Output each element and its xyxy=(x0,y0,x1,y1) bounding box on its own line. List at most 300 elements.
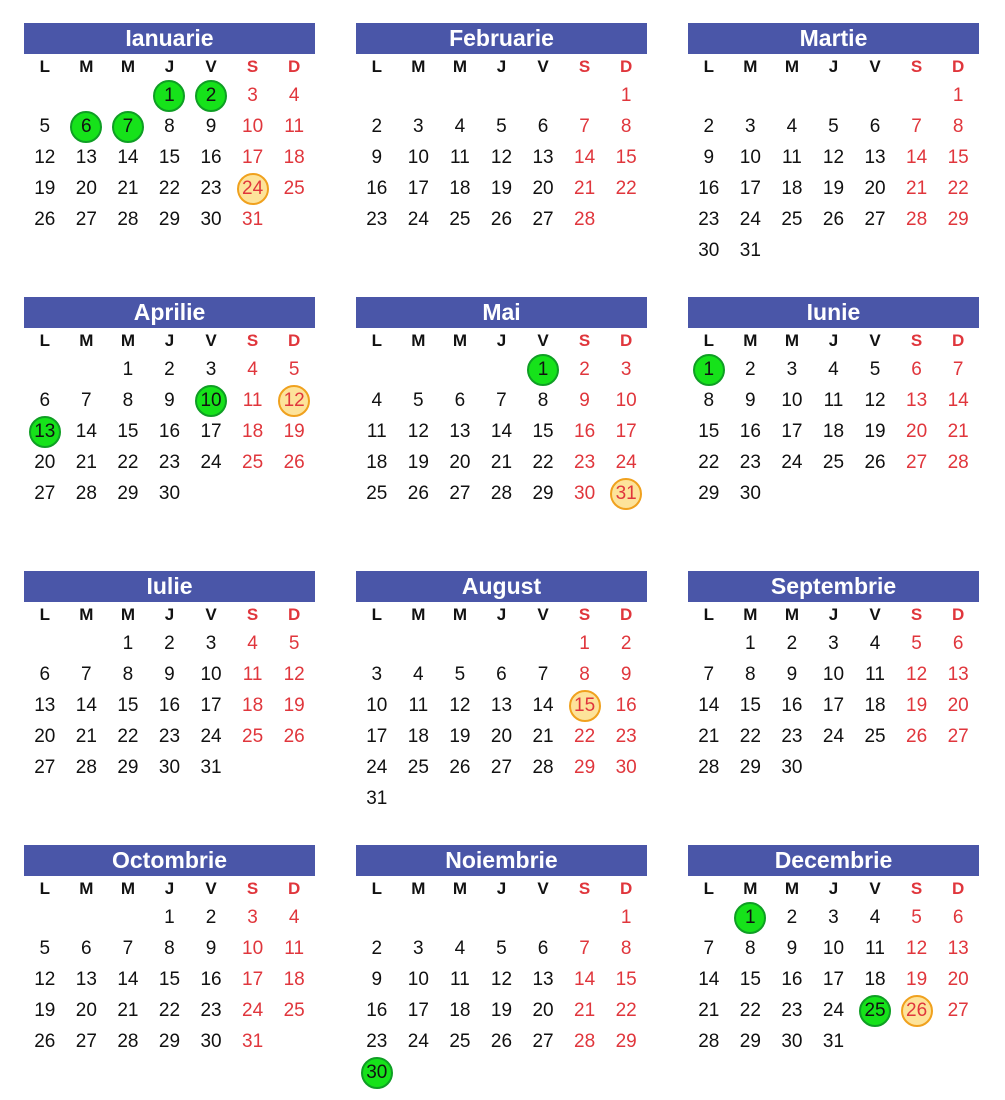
day-cell[interactable] xyxy=(854,385,896,416)
day-cell[interactable] xyxy=(937,690,979,721)
day-cell[interactable] xyxy=(232,111,274,142)
day-cell[interactable] xyxy=(937,659,979,690)
day-cell[interactable] xyxy=(481,142,523,173)
day-cell[interactable] xyxy=(771,995,813,1026)
day-cell[interactable] xyxy=(937,173,979,204)
day-cell[interactable] xyxy=(190,111,232,142)
day-cell[interactable] xyxy=(356,1026,398,1057)
day-cell[interactable] xyxy=(273,416,315,447)
day-cell[interactable] xyxy=(481,173,523,204)
day-cell[interactable] xyxy=(24,173,66,204)
day-cell[interactable] xyxy=(232,142,274,173)
day-cell[interactable] xyxy=(688,354,730,385)
day-cell[interactable] xyxy=(356,995,398,1026)
day-cell[interactable] xyxy=(107,659,149,690)
day-cell[interactable] xyxy=(896,173,938,204)
day-cell[interactable] xyxy=(730,447,772,478)
day-cell[interactable] xyxy=(149,80,191,111)
day-cell[interactable] xyxy=(356,173,398,204)
day-cell[interactable] xyxy=(107,478,149,509)
day-cell[interactable] xyxy=(66,385,108,416)
day-cell[interactable] xyxy=(232,447,274,478)
day-cell[interactable] xyxy=(813,964,855,995)
day-cell[interactable] xyxy=(522,111,564,142)
day-cell[interactable] xyxy=(730,478,772,509)
day-cell[interactable] xyxy=(190,142,232,173)
day-cell[interactable] xyxy=(107,416,149,447)
day-cell[interactable] xyxy=(356,1057,398,1088)
day-cell[interactable] xyxy=(66,416,108,447)
day-cell[interactable] xyxy=(273,690,315,721)
day-cell[interactable] xyxy=(356,933,398,964)
day-cell[interactable] xyxy=(24,1026,66,1057)
day-cell[interactable] xyxy=(522,447,564,478)
day-cell[interactable] xyxy=(771,173,813,204)
day-cell[interactable] xyxy=(24,204,66,235)
day-cell[interactable] xyxy=(66,659,108,690)
day-cell[interactable] xyxy=(232,204,274,235)
day-cell[interactable] xyxy=(149,173,191,204)
day-cell[interactable] xyxy=(813,721,855,752)
day-cell[interactable] xyxy=(273,995,315,1026)
day-cell[interactable] xyxy=(564,142,606,173)
day-cell[interactable] xyxy=(356,416,398,447)
day-cell[interactable] xyxy=(522,752,564,783)
day-cell[interactable] xyxy=(771,902,813,933)
day-cell[interactable] xyxy=(190,628,232,659)
day-cell[interactable] xyxy=(522,354,564,385)
day-cell[interactable] xyxy=(439,659,481,690)
day-cell[interactable] xyxy=(813,416,855,447)
day-cell[interactable] xyxy=(398,964,440,995)
day-cell[interactable] xyxy=(273,659,315,690)
day-cell[interactable] xyxy=(813,995,855,1026)
day-cell[interactable] xyxy=(522,1026,564,1057)
day-cell[interactable] xyxy=(605,902,647,933)
day-cell[interactable] xyxy=(232,964,274,995)
day-cell[interactable] xyxy=(605,933,647,964)
day-cell[interactable] xyxy=(149,204,191,235)
day-cell[interactable] xyxy=(481,447,523,478)
day-cell[interactable] xyxy=(730,173,772,204)
day-cell[interactable] xyxy=(564,933,606,964)
day-cell[interactable] xyxy=(149,964,191,995)
day-cell[interactable] xyxy=(605,690,647,721)
day-cell[interactable] xyxy=(232,1026,274,1057)
day-cell[interactable] xyxy=(896,902,938,933)
day-cell[interactable] xyxy=(522,995,564,1026)
day-cell[interactable] xyxy=(730,628,772,659)
day-cell[interactable] xyxy=(564,721,606,752)
day-cell[interactable] xyxy=(107,354,149,385)
day-cell[interactable] xyxy=(398,385,440,416)
day-cell[interactable] xyxy=(730,354,772,385)
day-cell[interactable] xyxy=(232,721,274,752)
day-cell[interactable] xyxy=(730,416,772,447)
day-cell[interactable] xyxy=(149,1026,191,1057)
day-cell[interactable] xyxy=(937,385,979,416)
day-cell[interactable] xyxy=(522,964,564,995)
day-cell[interactable] xyxy=(688,659,730,690)
day-cell[interactable] xyxy=(564,204,606,235)
day-cell[interactable] xyxy=(854,416,896,447)
day-cell[interactable] xyxy=(564,690,606,721)
day-cell[interactable] xyxy=(356,690,398,721)
day-cell[interactable] xyxy=(730,995,772,1026)
day-cell[interactable] xyxy=(190,933,232,964)
day-cell[interactable] xyxy=(190,204,232,235)
day-cell[interactable] xyxy=(605,995,647,1026)
day-cell[interactable] xyxy=(232,995,274,1026)
day-cell[interactable] xyxy=(149,752,191,783)
day-cell[interactable] xyxy=(107,628,149,659)
day-cell[interactable] xyxy=(688,995,730,1026)
day-cell[interactable] xyxy=(66,447,108,478)
day-cell[interactable] xyxy=(481,1026,523,1057)
day-cell[interactable] xyxy=(730,204,772,235)
day-cell[interactable] xyxy=(813,385,855,416)
day-cell[interactable] xyxy=(398,447,440,478)
day-cell[interactable] xyxy=(232,690,274,721)
day-cell[interactable] xyxy=(356,783,398,814)
day-cell[interactable] xyxy=(564,995,606,1026)
day-cell[interactable] xyxy=(896,690,938,721)
day-cell[interactable] xyxy=(730,385,772,416)
day-cell[interactable] xyxy=(356,752,398,783)
day-cell[interactable] xyxy=(688,204,730,235)
day-cell[interactable] xyxy=(813,354,855,385)
day-cell[interactable] xyxy=(232,416,274,447)
day-cell[interactable] xyxy=(439,721,481,752)
day-cell[interactable] xyxy=(771,659,813,690)
day-cell[interactable] xyxy=(398,1026,440,1057)
day-cell[interactable] xyxy=(771,721,813,752)
day-cell[interactable] xyxy=(688,752,730,783)
day-cell[interactable] xyxy=(937,721,979,752)
day-cell[interactable] xyxy=(149,385,191,416)
day-cell[interactable] xyxy=(605,111,647,142)
day-cell[interactable] xyxy=(107,447,149,478)
day-cell[interactable] xyxy=(564,385,606,416)
day-cell[interactable] xyxy=(149,659,191,690)
day-cell[interactable] xyxy=(564,1026,606,1057)
day-cell[interactable] xyxy=(190,659,232,690)
day-cell[interactable] xyxy=(564,478,606,509)
day-cell[interactable] xyxy=(813,1026,855,1057)
day-cell[interactable] xyxy=(605,354,647,385)
day-cell[interactable] xyxy=(688,447,730,478)
day-cell[interactable] xyxy=(24,385,66,416)
day-cell[interactable] xyxy=(24,964,66,995)
day-cell[interactable] xyxy=(896,447,938,478)
day-cell[interactable] xyxy=(522,416,564,447)
day-cell[interactable] xyxy=(273,111,315,142)
day-cell[interactable] xyxy=(66,721,108,752)
day-cell[interactable] xyxy=(854,628,896,659)
day-cell[interactable] xyxy=(605,80,647,111)
day-cell[interactable] xyxy=(854,964,896,995)
day-cell[interactable] xyxy=(273,964,315,995)
day-cell[interactable] xyxy=(937,354,979,385)
day-cell[interactable] xyxy=(937,628,979,659)
day-cell[interactable] xyxy=(937,111,979,142)
day-cell[interactable] xyxy=(771,752,813,783)
day-cell[interactable] xyxy=(149,721,191,752)
day-cell[interactable] xyxy=(149,995,191,1026)
day-cell[interactable] xyxy=(24,690,66,721)
day-cell[interactable] xyxy=(771,354,813,385)
day-cell[interactable] xyxy=(273,721,315,752)
day-cell[interactable] xyxy=(896,416,938,447)
day-cell[interactable] xyxy=(439,690,481,721)
day-cell[interactable] xyxy=(688,173,730,204)
day-cell[interactable] xyxy=(107,173,149,204)
day-cell[interactable] xyxy=(854,902,896,933)
day-cell[interactable] xyxy=(398,478,440,509)
day-cell[interactable] xyxy=(771,204,813,235)
day-cell[interactable] xyxy=(522,385,564,416)
day-cell[interactable] xyxy=(356,385,398,416)
day-cell[interactable] xyxy=(66,995,108,1026)
day-cell[interactable] xyxy=(356,478,398,509)
day-cell[interactable] xyxy=(149,902,191,933)
day-cell[interactable] xyxy=(854,933,896,964)
day-cell[interactable] xyxy=(688,933,730,964)
day-cell[interactable] xyxy=(937,80,979,111)
day-cell[interactable] xyxy=(107,385,149,416)
day-cell[interactable] xyxy=(398,752,440,783)
day-cell[interactable] xyxy=(730,659,772,690)
day-cell[interactable] xyxy=(24,752,66,783)
day-cell[interactable] xyxy=(356,659,398,690)
day-cell[interactable] xyxy=(854,142,896,173)
day-cell[interactable] xyxy=(107,111,149,142)
day-cell[interactable] xyxy=(190,1026,232,1057)
day-cell[interactable] xyxy=(813,628,855,659)
day-cell[interactable] xyxy=(439,111,481,142)
day-cell[interactable] xyxy=(190,964,232,995)
day-cell[interactable] xyxy=(522,142,564,173)
day-cell[interactable] xyxy=(107,752,149,783)
day-cell[interactable] xyxy=(730,690,772,721)
day-cell[interactable] xyxy=(937,995,979,1026)
day-cell[interactable] xyxy=(66,142,108,173)
day-cell[interactable] xyxy=(771,690,813,721)
day-cell[interactable] xyxy=(688,235,730,266)
day-cell[interactable] xyxy=(605,447,647,478)
day-cell[interactable] xyxy=(896,354,938,385)
day-cell[interactable] xyxy=(688,142,730,173)
day-cell[interactable] xyxy=(190,80,232,111)
day-cell[interactable] xyxy=(107,995,149,1026)
day-cell[interactable] xyxy=(813,447,855,478)
day-cell[interactable] xyxy=(854,354,896,385)
day-cell[interactable] xyxy=(481,933,523,964)
day-cell[interactable] xyxy=(356,142,398,173)
day-cell[interactable] xyxy=(24,478,66,509)
day-cell[interactable] xyxy=(730,142,772,173)
day-cell[interactable] xyxy=(896,721,938,752)
day-cell[interactable] xyxy=(605,173,647,204)
day-cell[interactable] xyxy=(439,204,481,235)
day-cell[interactable] xyxy=(771,142,813,173)
day-cell[interactable] xyxy=(854,173,896,204)
day-cell[interactable] xyxy=(771,933,813,964)
day-cell[interactable] xyxy=(481,721,523,752)
day-cell[interactable] xyxy=(107,204,149,235)
day-cell[interactable] xyxy=(937,933,979,964)
day-cell[interactable] xyxy=(688,964,730,995)
day-cell[interactable] xyxy=(24,659,66,690)
day-cell[interactable] xyxy=(66,111,108,142)
day-cell[interactable] xyxy=(439,995,481,1026)
day-cell[interactable] xyxy=(605,142,647,173)
day-cell[interactable] xyxy=(398,173,440,204)
day-cell[interactable] xyxy=(107,1026,149,1057)
day-cell[interactable] xyxy=(688,416,730,447)
day-cell[interactable] xyxy=(398,142,440,173)
day-cell[interactable] xyxy=(24,142,66,173)
day-cell[interactable] xyxy=(522,204,564,235)
day-cell[interactable] xyxy=(605,628,647,659)
day-cell[interactable] xyxy=(439,964,481,995)
day-cell[interactable] xyxy=(149,478,191,509)
day-cell[interactable] xyxy=(813,902,855,933)
day-cell[interactable] xyxy=(24,416,66,447)
day-cell[interactable] xyxy=(232,385,274,416)
day-cell[interactable] xyxy=(564,111,606,142)
day-cell[interactable] xyxy=(522,721,564,752)
day-cell[interactable] xyxy=(481,111,523,142)
day-cell[interactable] xyxy=(107,933,149,964)
day-cell[interactable] xyxy=(107,721,149,752)
day-cell[interactable] xyxy=(190,752,232,783)
day-cell[interactable] xyxy=(439,478,481,509)
day-cell[interactable] xyxy=(190,173,232,204)
day-cell[interactable] xyxy=(24,933,66,964)
day-cell[interactable] xyxy=(232,933,274,964)
day-cell[interactable] xyxy=(564,628,606,659)
day-cell[interactable] xyxy=(481,659,523,690)
day-cell[interactable] xyxy=(564,173,606,204)
day-cell[interactable] xyxy=(190,385,232,416)
day-cell[interactable] xyxy=(730,933,772,964)
day-cell[interactable] xyxy=(107,690,149,721)
day-cell[interactable] xyxy=(273,80,315,111)
day-cell[interactable] xyxy=(937,416,979,447)
day-cell[interactable] xyxy=(190,690,232,721)
day-cell[interactable] xyxy=(813,204,855,235)
day-cell[interactable] xyxy=(481,478,523,509)
day-cell[interactable] xyxy=(564,416,606,447)
day-cell[interactable] xyxy=(854,659,896,690)
day-cell[interactable] xyxy=(813,173,855,204)
day-cell[interactable] xyxy=(190,447,232,478)
day-cell[interactable] xyxy=(273,385,315,416)
day-cell[interactable] xyxy=(896,111,938,142)
day-cell[interactable] xyxy=(896,385,938,416)
day-cell[interactable] xyxy=(688,690,730,721)
day-cell[interactable] xyxy=(232,628,274,659)
day-cell[interactable] xyxy=(398,204,440,235)
day-cell[interactable] xyxy=(896,995,938,1026)
day-cell[interactable] xyxy=(66,478,108,509)
day-cell[interactable] xyxy=(813,659,855,690)
day-cell[interactable] xyxy=(605,721,647,752)
day-cell[interactable] xyxy=(813,933,855,964)
day-cell[interactable] xyxy=(190,721,232,752)
day-cell[interactable] xyxy=(439,752,481,783)
day-cell[interactable] xyxy=(149,933,191,964)
day-cell[interactable] xyxy=(730,752,772,783)
day-cell[interactable] xyxy=(854,447,896,478)
day-cell[interactable] xyxy=(854,995,896,1026)
day-cell[interactable] xyxy=(481,752,523,783)
day-cell[interactable] xyxy=(771,111,813,142)
day-cell[interactable] xyxy=(688,478,730,509)
day-cell[interactable] xyxy=(730,964,772,995)
day-cell[interactable] xyxy=(481,385,523,416)
day-cell[interactable] xyxy=(149,111,191,142)
day-cell[interactable] xyxy=(688,721,730,752)
day-cell[interactable] xyxy=(771,1026,813,1057)
day-cell[interactable] xyxy=(522,690,564,721)
day-cell[interactable] xyxy=(896,964,938,995)
day-cell[interactable] xyxy=(439,142,481,173)
day-cell[interactable] xyxy=(232,902,274,933)
day-cell[interactable] xyxy=(481,995,523,1026)
day-cell[interactable] xyxy=(149,416,191,447)
day-cell[interactable] xyxy=(398,659,440,690)
day-cell[interactable] xyxy=(398,933,440,964)
day-cell[interactable] xyxy=(813,111,855,142)
day-cell[interactable] xyxy=(771,385,813,416)
day-cell[interactable] xyxy=(771,628,813,659)
day-cell[interactable] xyxy=(481,416,523,447)
day-cell[interactable] xyxy=(896,204,938,235)
day-cell[interactable] xyxy=(605,964,647,995)
day-cell[interactable] xyxy=(522,933,564,964)
day-cell[interactable] xyxy=(24,995,66,1026)
day-cell[interactable] xyxy=(273,173,315,204)
day-cell[interactable] xyxy=(66,1026,108,1057)
day-cell[interactable] xyxy=(398,690,440,721)
day-cell[interactable] xyxy=(481,964,523,995)
day-cell[interactable] xyxy=(813,690,855,721)
day-cell[interactable] xyxy=(605,1026,647,1057)
day-cell[interactable] xyxy=(605,478,647,509)
day-cell[interactable] xyxy=(896,628,938,659)
day-cell[interactable] xyxy=(813,142,855,173)
day-cell[interactable] xyxy=(66,752,108,783)
day-cell[interactable] xyxy=(896,933,938,964)
day-cell[interactable] xyxy=(439,447,481,478)
day-cell[interactable] xyxy=(273,447,315,478)
day-cell[interactable] xyxy=(356,111,398,142)
day-cell[interactable] xyxy=(937,902,979,933)
day-cell[interactable] xyxy=(398,721,440,752)
day-cell[interactable] xyxy=(522,478,564,509)
day-cell[interactable] xyxy=(190,995,232,1026)
day-cell[interactable] xyxy=(66,964,108,995)
day-cell[interactable] xyxy=(605,385,647,416)
day-cell[interactable] xyxy=(439,1026,481,1057)
day-cell[interactable] xyxy=(190,416,232,447)
day-cell[interactable] xyxy=(398,416,440,447)
day-cell[interactable] xyxy=(356,721,398,752)
day-cell[interactable] xyxy=(896,142,938,173)
day-cell[interactable] xyxy=(896,659,938,690)
